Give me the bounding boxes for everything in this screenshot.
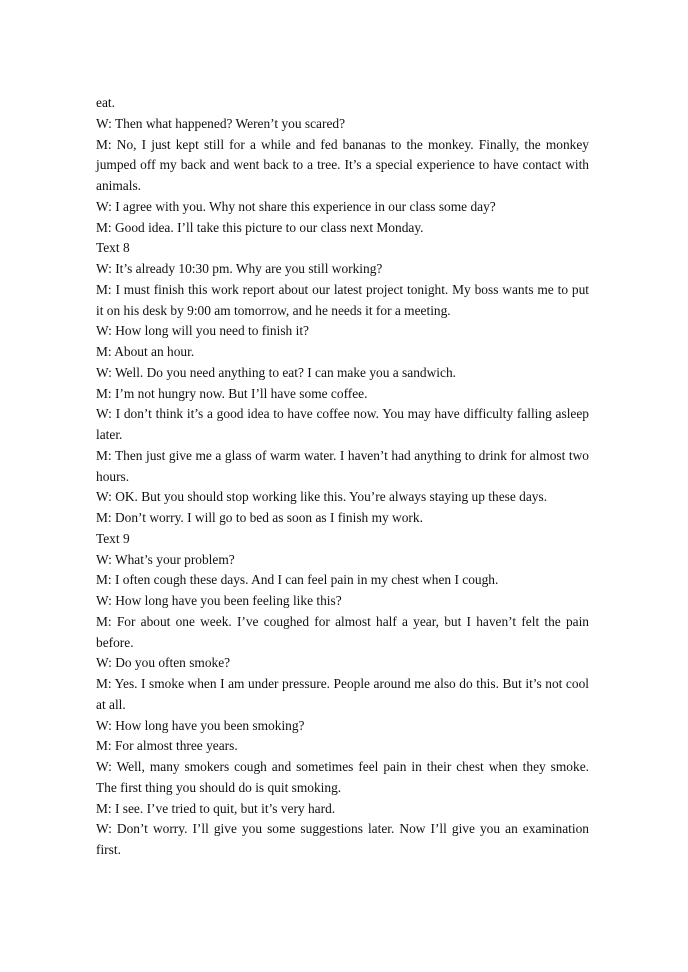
text-line: W: Well, many smokers cough and sometimes feel pain in their chest when they smoke. The first thing you should do is quit smoking. — [96, 759, 589, 795]
text-line: W: It’s already 10:30 pm. Why are you still working? — [96, 261, 383, 276]
text-line: M: I must finish this work report about our latest project tonight. My boss wants me to put it on his desk by 9:00 am tomorrow, and he needs it for a meeting. — [96, 281, 589, 318]
text-line: M: Don’t worry. I will go to bed as soon as I finish my work. — [96, 510, 423, 525]
text-line: eat. — [96, 95, 115, 110]
text-line: M: For almost three years. — [96, 738, 238, 754]
text-line: M: About an hour. — [96, 344, 195, 359]
text-line: W: Don’t worry. I’ll give you some suggestions later. Now I’ll give you an examination first. — [96, 821, 589, 857]
section-heading: Text 9 — [96, 530, 130, 546]
text-line: M: I’m not hungry now. But I’ll have some coffee. — [96, 385, 368, 401]
text-line: W: Well. Do you need anything to eat? I can make you a sandwich. — [96, 364, 456, 380]
transcript-text — [96, 93, 589, 861]
text-line: W: How long have you been smoking? — [96, 717, 305, 733]
text-line: W: How long will you need to finish it? — [96, 323, 309, 339]
text-line: W: OK. But you should stop working like this. You’re always staying up these days. — [96, 489, 548, 505]
text-line: M: I often cough these days. And I can feel pain in my chest when I cough. — [96, 572, 499, 588]
text-line: M: Yes. I smoke when I am under pressure. People around me also do this. But it’s not cool at all. — [96, 676, 589, 712]
text-line: W: I don’t think it’s a good idea to have coffee now. You may have difficulty falling asleep later. — [96, 406, 589, 442]
text-line: W: How long have you been feeling like this? — [96, 593, 342, 608]
text-line: W: Do you often smoke? — [96, 655, 231, 671]
text-line: W: Then what happened? Weren’t you scared? — [96, 115, 346, 131]
text-line: W: I agree with you. Why not share this experience in our class some day? — [96, 198, 496, 214]
text-line: M: I see. I’ve tried to quit, but it’s very hard. — [96, 800, 336, 816]
text-line: M: For about one week. I’ve coughed for almost half a year, but I haven’t felt the pain before. — [96, 613, 589, 650]
text-line: W: What’s your problem? — [96, 551, 235, 567]
section-heading: Text 8 — [96, 240, 130, 256]
text-line: M: No, I just kept still for a while and fed bananas to the monkey. Finally, the monkey jumped off my back and went back to a tree. It’s a special experience to have contact with animals. — [96, 136, 589, 193]
text-line: M: Then just give me a glass of warm water. I haven’t had anything to drink for almost two hours. — [96, 447, 589, 484]
text-line: M: Good idea. I’ll take this picture to our class next Monday. — [96, 219, 424, 235]
